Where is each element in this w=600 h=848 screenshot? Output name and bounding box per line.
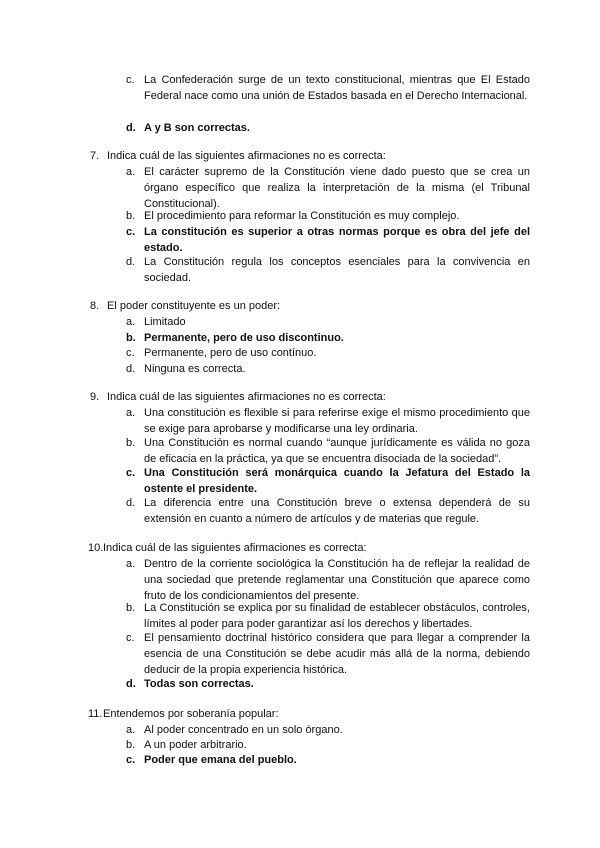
question-text: Indica cuál de las siguientes afirmaciones es correcta: bbox=[103, 542, 367, 554]
q10-option-a bbox=[126, 556, 530, 604]
option-letter: b. bbox=[126, 332, 136, 344]
option-letter: a. bbox=[126, 316, 136, 328]
option-text: Limitado bbox=[144, 316, 186, 328]
option-text: Permanente, pero de uso contínuo. bbox=[144, 347, 317, 359]
q7-option-a bbox=[126, 164, 530, 212]
option-text: Poder que emana del pueblo. bbox=[144, 754, 297, 766]
option-letter: c. bbox=[126, 632, 135, 644]
q7-option-c bbox=[126, 224, 530, 256]
question-text: Indica cuál de las siguientes afirmaciones no es correcta: bbox=[107, 150, 386, 162]
q7-option-d bbox=[126, 254, 530, 286]
option-text: Todas son correctas. bbox=[144, 678, 254, 690]
question-number: 10. bbox=[88, 542, 104, 554]
option-text: A un poder arbitrario. bbox=[144, 739, 247, 751]
option-text: Una Constitución será monárquica cuando la Jefatura del Estado la ostente el presidente. bbox=[144, 467, 530, 495]
option-text: La Constitución regula los conceptos esenciales para la convivencia en sociedad. bbox=[144, 256, 530, 284]
option-text: Permanente, pero de uso discontinuo. bbox=[144, 332, 344, 344]
option-letter: d. bbox=[126, 122, 136, 134]
q11-option-b bbox=[126, 737, 530, 753]
option-text: La Constitución se explica por su finalidad de establecer obstáculos, controles, límites al poder para poder garantizar así los derechos y libertades. bbox=[144, 602, 530, 630]
question-text: Indica cuál de las siguientes afirmaciones no es correcta: bbox=[107, 391, 386, 403]
option-text: El procedimiento para reformar la Constitución es muy complejo. bbox=[144, 210, 460, 222]
option-text: El carácter supremo de la Constitución viene dado puesto que se crea un órgano específico que realiza la interpretación de la misma (el Tribunal Constitucional). bbox=[144, 166, 530, 210]
q10-option-b bbox=[126, 600, 530, 632]
q9-option-b bbox=[126, 435, 530, 467]
option-letter: c. bbox=[126, 467, 136, 479]
option-letter: c. bbox=[126, 754, 136, 766]
q11-option-c bbox=[126, 752, 530, 768]
q10-option-d bbox=[126, 676, 530, 692]
option-letter: d. bbox=[126, 363, 136, 375]
option-text: La diferencia entre una Constitución breve o extensa dependerá de su extensión en cuanto a número de artículos y de materias que regule. bbox=[144, 497, 530, 525]
option-text: El pensamiento doctrinal histórico considera que para llegar a comprender la esencia de una Constitución se debe acudir más allá de la norma, debiendo deducir de la propia experiencia histórica. bbox=[144, 632, 530, 676]
q9-option-d bbox=[126, 495, 530, 527]
option-letter: b. bbox=[126, 437, 136, 449]
option-text: Una Constitución es normal cuando “aunque jurídicamente es válida no goza de eficacia en la práctica, ya que se encuentra disociada de la sociedad”. bbox=[144, 437, 530, 465]
q10-option-c bbox=[126, 630, 530, 678]
option-letter: a. bbox=[126, 558, 136, 570]
q8-option-b bbox=[126, 330, 530, 346]
option-letter: a. bbox=[126, 724, 136, 736]
option-letter: b. bbox=[126, 739, 136, 751]
option-text: A y B son correctas. bbox=[144, 122, 250, 134]
option-letter: b. bbox=[126, 602, 136, 614]
question-number: 9. bbox=[90, 391, 100, 403]
option-text: Dentro de la corriente sociológica la Constitución ha de reflejar la realidad de una sociedad que pretende reglamentar una Constitución que aparece como fruto de los condicionamientos del presente. bbox=[144, 558, 530, 602]
prev-option-c bbox=[126, 72, 530, 104]
q7-option-b bbox=[126, 208, 530, 224]
q8-option-a bbox=[126, 314, 530, 330]
question-number: 11. bbox=[88, 708, 103, 720]
option-letter: d. bbox=[126, 678, 136, 690]
option-letter: b. bbox=[126, 210, 136, 222]
q8-option-d bbox=[126, 361, 530, 377]
q9-option-a bbox=[126, 405, 530, 437]
question-text: El poder constituyente es un poder: bbox=[107, 300, 281, 312]
option-letter: a. bbox=[126, 407, 136, 419]
prev-option-d bbox=[126, 120, 530, 136]
option-letter: a. bbox=[126, 166, 136, 178]
q8-option-c bbox=[126, 345, 530, 361]
option-letter: d. bbox=[126, 497, 136, 509]
question-number: 7. bbox=[90, 150, 100, 162]
q9-option-c bbox=[126, 465, 530, 497]
option-text: Al poder concentrado en un solo órgano. bbox=[144, 724, 343, 736]
option-text: La constitución es superior a otras normas porque es obra del jefe del estado. bbox=[144, 226, 530, 254]
option-text: Ninguna es correcta. bbox=[144, 363, 246, 375]
option-letter: d. bbox=[126, 256, 136, 268]
question-number: 8. bbox=[90, 300, 100, 312]
option-text: Una constitución es flexible si para referirse exige el mismo procedimiento que se exige para aprobarse y modificarse una ley ordinaria. bbox=[144, 407, 530, 435]
option-text: La Confederación surge de un texto constitucional, mientras que El Estado Federal nace como una unión de Estados basada en el Derecho Internacional. bbox=[144, 74, 530, 102]
q11-option-a bbox=[126, 722, 530, 738]
option-letter: c. bbox=[126, 226, 136, 238]
option-letter: c. bbox=[126, 347, 135, 359]
question-text: Entendemos por soberanía popular: bbox=[103, 708, 279, 720]
option-letter: c. bbox=[126, 74, 135, 86]
